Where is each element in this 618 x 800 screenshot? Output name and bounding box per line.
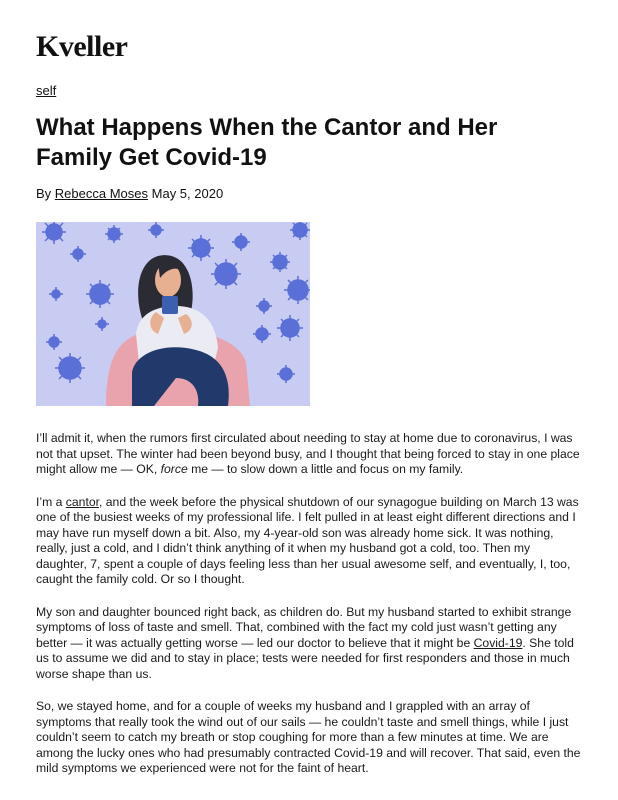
emphasis-text: force	[160, 462, 188, 476]
publish-date: May 5, 2020	[151, 186, 224, 201]
paragraph-text: I’m a	[36, 494, 66, 509]
article-body	[36, 431, 584, 794]
byline-prefix: By	[36, 186, 52, 201]
article-title: What Happens When the Cantor and Her Family Get Covid-19	[36, 114, 498, 171]
paragraph	[36, 431, 584, 478]
paragraph-text: . She told us to assume we did and to stay in place; tests were needed for first responders and those in much worse shape than us.	[36, 635, 574, 681]
paragraph-text: My son and daughter bounced right back, as children do. But my husband started to exhibit strange symptoms of loss of taste and smell. That, combined with the fact my cold just wasn’t getting any better — it was actually getting worse — led our doctor to believe that it might be	[36, 604, 572, 650]
cantor-link[interactable]: cantor	[65, 494, 99, 509]
site-logo[interactable]: Kveller	[36, 30, 128, 63]
paragraph-text: , and the week before the physical shutdown of our synagogue building on March 13 was one of the busiest weeks of my professional life. I felt pulled in at least eight different directions and I may have run myself down a bit. Also, my 4-year-old son was already home sick. It was nothing, really, just a cold, and I didn’t think anything of it when my husband got a cold, too. Then my daughter, 7, spent a couple of days feeling less than her usual awesome self, and eventually, I, too, caught the family cold. Or so I thought.	[36, 494, 579, 586]
paragraph	[36, 699, 584, 777]
paragraph-text: I’ll admit it, when the rumors first circulated about needing to stay at home due to coronavirus, I was not that upset. The winter had been beyond busy, and I thought that being forced to stay in one place might allow me — OK,	[36, 431, 580, 476]
byline	[36, 186, 223, 201]
hero-image	[36, 222, 310, 406]
paragraph-text: me — to slow down a little and focus on my family.	[187, 462, 464, 476]
category-link[interactable]: self	[36, 83, 57, 98]
paragraph	[36, 605, 584, 683]
paragraph-text: So, we stayed home, and for a couple of weeks my husband and I grappled with an array of symptoms that really took the wind out of our sails — he couldn’t taste and smell things, while I just couldn’t seem to catch my breath or stop coughing for more than a few minutes at time. We are among the lucky ones who had presumably contracted Covid-19 and will recover. That said, even the mild symptoms we experienced were not for the faint of heart.	[36, 699, 581, 775]
paragraph	[36, 495, 584, 588]
author-link[interactable]: Rebecca Moses	[54, 186, 149, 201]
covid-link[interactable]: Covid-19	[473, 635, 523, 650]
